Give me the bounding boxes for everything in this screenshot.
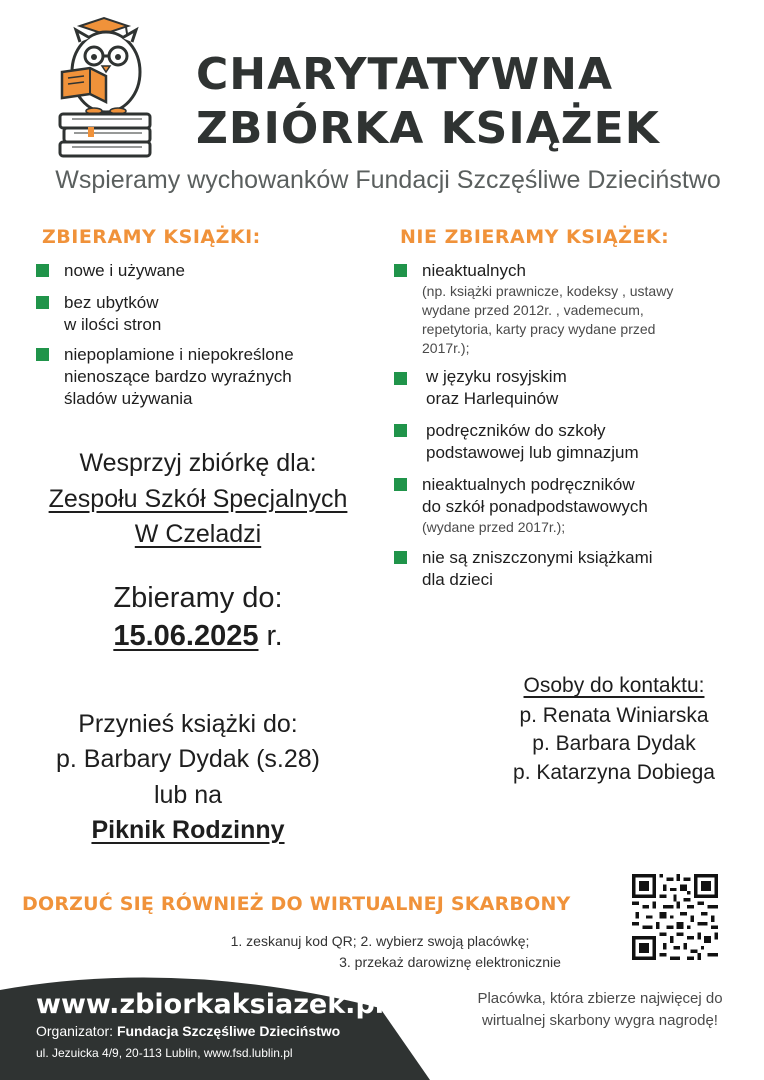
list-item: bez ubytków w ilości stron [36, 292, 356, 336]
qr-code[interactable] [632, 874, 718, 960]
prize-line-2: wirtualnej skarbony wygra nagrodę! [482, 1012, 718, 1029]
bullet-square-icon [394, 478, 407, 491]
list-item: nieaktualnych (np. książki prawnicze, kodeksy , ustawy wydane przed 2012r. , vademecum, repetytoria, karty pracy wydane przed 2017r.); [394, 260, 734, 358]
virtual-steps-line-2: 3. przekaż darowiznę elektronicznie [339, 954, 561, 970]
list-item: w języku rosyjskim oraz Harlequinów [394, 366, 734, 410]
bullet-square-icon [394, 551, 407, 564]
not-collect-list [394, 260, 734, 591]
list-item: nieaktualnych podręczników do szkół ponadpodstawowych (wydane przed 2017r.); [394, 474, 734, 537]
title-line-1: CHARYTATYWNA [196, 49, 614, 100]
list-item: niepoplamione i niepokreślone nienoszące bardzo wyraźnych śladów używania [36, 344, 356, 410]
owl-books-logo [52, 14, 162, 164]
dropoff-or: lub na [153, 781, 223, 809]
virtual-steps-line-1: 1. zeskanuj kod QR; 2. wybierz swoją placówkę; [230, 933, 530, 949]
deadline-date: 15.06.2025 [113, 620, 259, 652]
bullet-square-icon [36, 348, 49, 361]
bullet-square-icon [394, 372, 407, 385]
contacts-heading: Osoby do kontaktu: [523, 674, 705, 697]
collect-heading: ZBIERAMY KSIĄŻKI: [42, 226, 261, 248]
dropoff-lead: Przynieś książki do: [78, 710, 298, 738]
contact-person: p. Renata Winiarska [519, 704, 709, 727]
organizer-name: Fundacja Szczęśliwe Dzieciństwo [116, 1023, 341, 1039]
footer-address: ul. Jezuicka 4/9, 20-113 Lublin, www.fsd.lublin.pl [36, 1046, 293, 1060]
not-collect-heading: NIE ZBIERAMY KSIĄŻEK: [400, 226, 670, 248]
school-name-line-1: Zespołu Szkół Specjalnych [48, 485, 348, 513]
virtual-moneybox-heading: DORZUĆ SIĘ RÓWNIEŻ DO WIRTUALNEJ SKARBONY [22, 893, 571, 915]
deadline-suffix: r. [258, 620, 283, 652]
dropoff-event: Piknik Rodzinny [91, 816, 285, 844]
bullet-square-icon [394, 424, 407, 437]
title-line-2: ZBIÓRKA KSIĄŻEK [196, 103, 660, 154]
bullet-square-icon [36, 296, 49, 309]
contact-person: p. Katarzyna Dobiega [513, 761, 715, 784]
footer-organizer: Organizator: Fundacja Szczęśliwe Dzieciństwo [36, 1023, 341, 1039]
bullet-square-icon [36, 264, 49, 277]
dropoff-person: p. Barbary Dydak (s.28) [56, 745, 320, 773]
deadline-date-line [20, 620, 376, 653]
collect-list [36, 260, 356, 410]
contact-person: p. Barbara Dydak [532, 732, 696, 755]
school-name-line-2: W Czeladzi [134, 520, 262, 548]
subtitle: Wspieramy wychowanków Fundacji Szczęśliwe Dzieciństwo [55, 166, 721, 194]
list-item: nie są zniszczonymi książkami dla dzieci [394, 547, 734, 591]
deadline-lead: Zbieramy do: [113, 582, 283, 614]
bullet-square-icon [394, 264, 407, 277]
footer-website[interactable]: www.zbiorkaksiazek.pl [36, 989, 385, 1020]
list-item: nowe i używane [36, 260, 356, 282]
prize-line-1: Placówka, która zbierze najwięcej do [477, 990, 723, 1007]
support-lead: Wesprzyj zbiórkę dla: [79, 449, 317, 477]
list-item: podręczników do szkoły podstawowej lub gimnazjum [394, 420, 734, 464]
